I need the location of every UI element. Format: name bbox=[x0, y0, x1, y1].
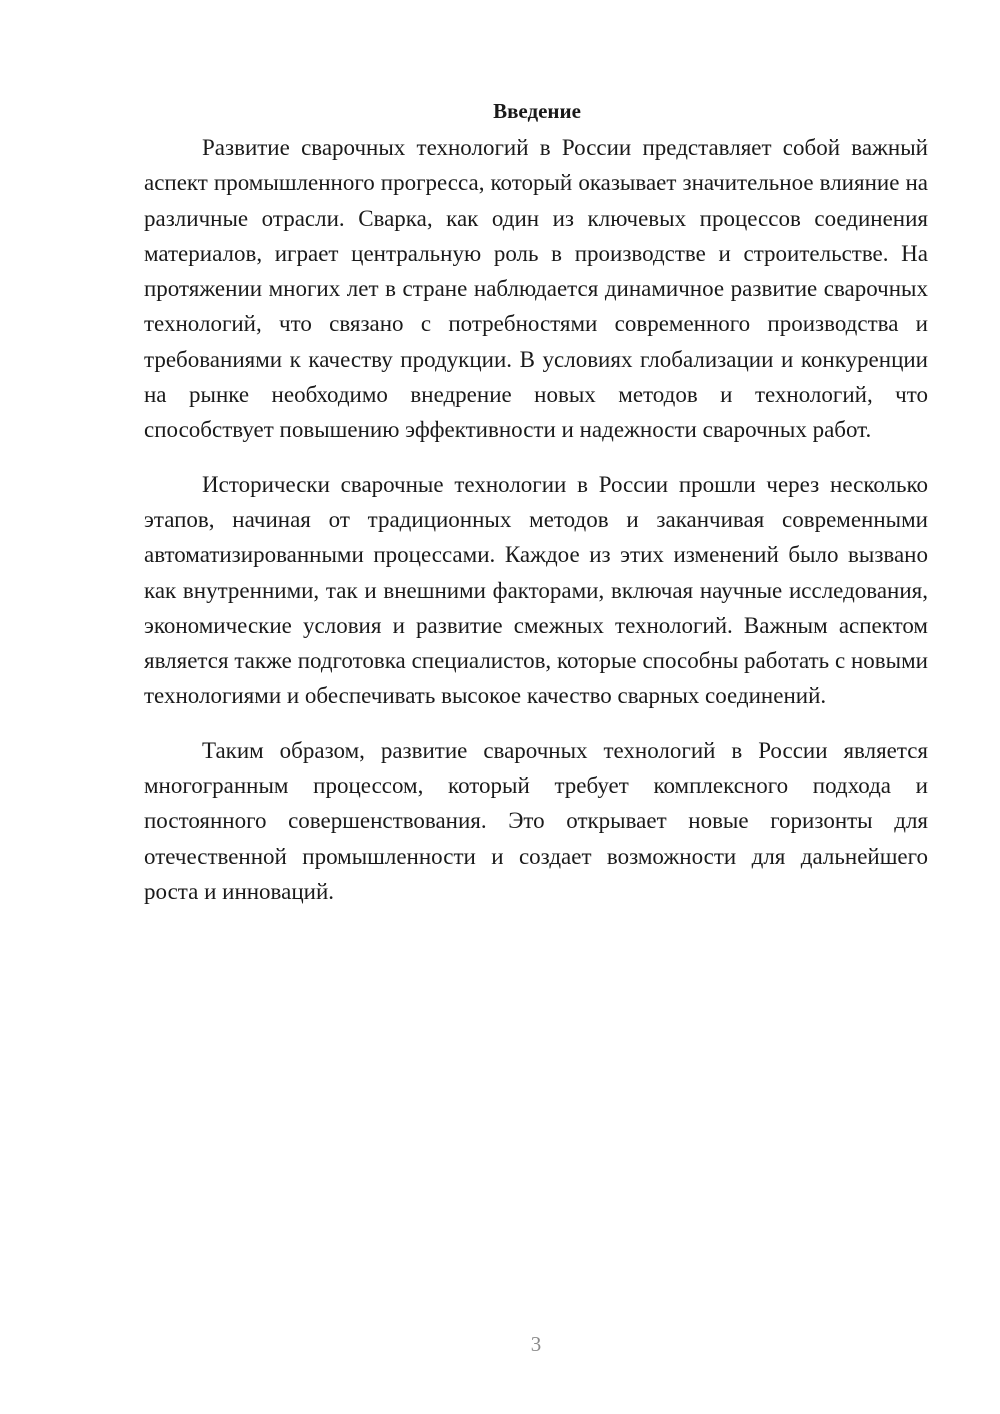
page-number: 3 bbox=[530, 1332, 542, 1356]
paragraph-3: Таким образом, развитие сварочных технологий в России является многогранным процессом, который требует комплексного подхода и постоянного совершенствования. Это открывает новые горизонты для отечественной промышленности и создает возможности для дальнейшего роста и инноваций. bbox=[144, 737, 928, 904]
section-heading: Введение bbox=[493, 99, 581, 123]
paragraph-1: Развитие сварочных технологий в России представляет собой важный аспект промышленного прогресса, который оказывает значительное влияние на различные отрасли. Сварка, как один из ключевых процессов соединения материалов, играет центральную роль в производстве и строительстве. На протяжении многих лет в стране наблюдается динамичное развитие сварочных технологий, что связано с потребностями современного производства и требованиями к качеству продукции. В условиях глобализации и конкуренции на рынке необходимо внедрение новых методов и технологий, что способствует повышению эффективности и надежности сварочных работ. bbox=[144, 135, 928, 443]
paragraph-2: Исторически сварочные технологии в России прошли через несколько этапов, начиная от традиционных методов и заканчивая современными автоматизированными процессами. Каждое из этих изменений было вызвано как внутренними, так и внешними факторами, включая научные исследования, экономические условия и развитие смежных технологий. Важным аспектом является также подготовка специалистов, которые способны работать с новыми технологиями и обеспечивать высокое качество сварных соединений. bbox=[144, 471, 928, 709]
page-content bbox=[144, 96, 928, 928]
